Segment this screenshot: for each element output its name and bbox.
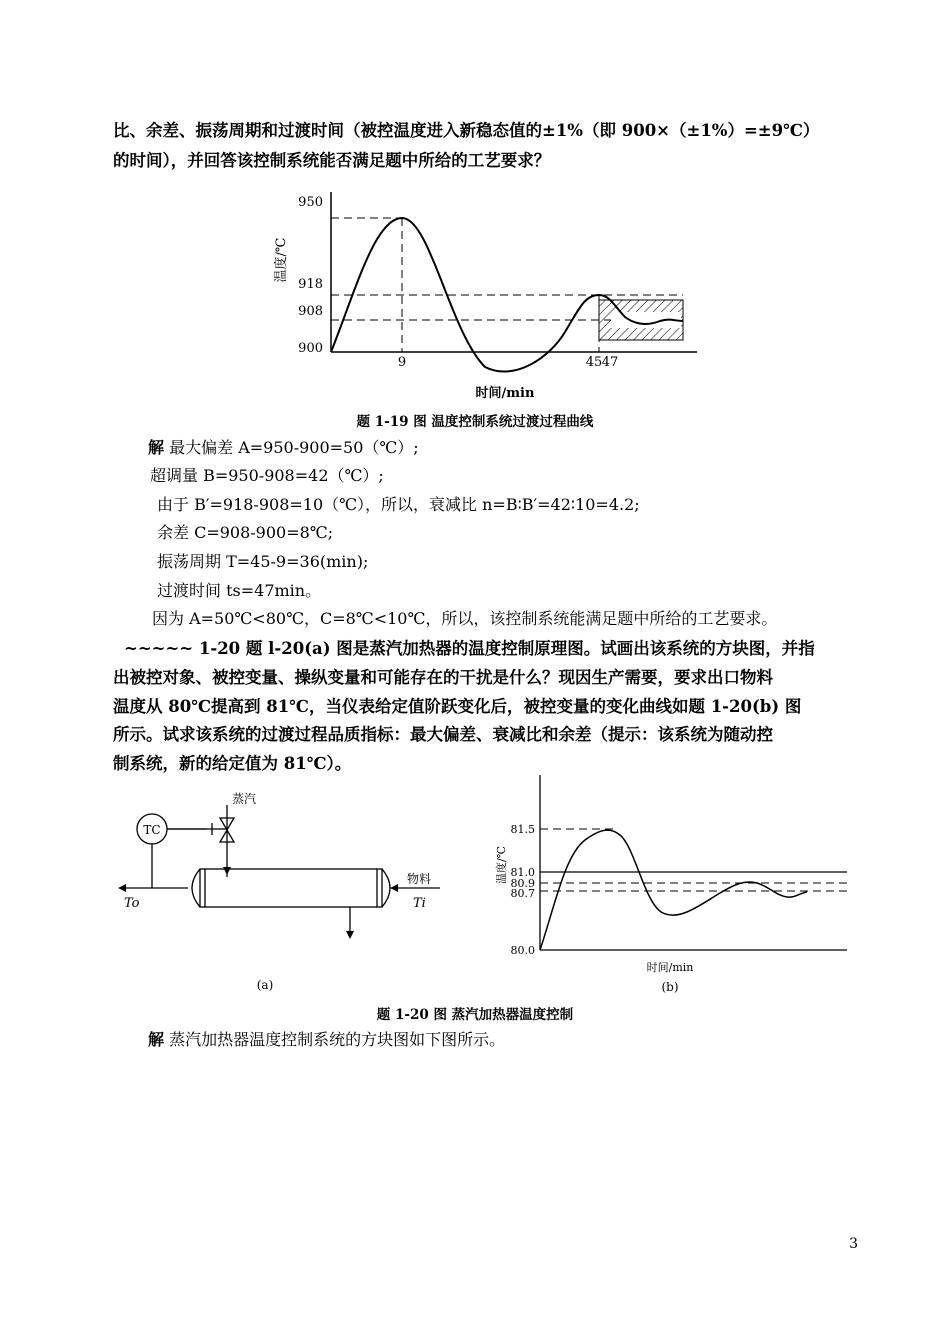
solution2-text: 蒸汽加热器温度控制系统的方块图如下图所示。 xyxy=(164,1030,506,1049)
figure-1-19 xyxy=(265,182,715,404)
xtick-9: 9 xyxy=(397,355,407,370)
xtick-47: 47 xyxy=(601,355,619,370)
ytick-900: 900 xyxy=(298,341,323,356)
question-line-4: 所示。试求该系统的过渡过程品质指标：最大偏差、衰减比和余差（提示：该系统为随动控 xyxy=(113,725,773,744)
ytick-918: 918 xyxy=(298,277,323,292)
ytick-80-9: 80.9 xyxy=(510,877,535,890)
solution-label: 解 xyxy=(148,438,165,457)
question-line-5: 制系统，新的给定值为 81℃）。 xyxy=(113,754,352,773)
solution-line-5: 振荡周期 T=45-9=36(min); xyxy=(157,552,369,571)
solution-line-3: 由于 B′=918-908=10（℃），所以，衰减比 n=B∶B′=42∶10=4.2; xyxy=(157,495,640,514)
ytick-81-5: 81.5 xyxy=(510,823,535,836)
to-label: To xyxy=(124,896,140,911)
solution-line-6: 过渡时间 ts=47min。 xyxy=(157,581,322,600)
solution-line-1 xyxy=(148,434,419,462)
caption-fig-1-20: 题 1-20 图 蒸汽加热器温度控制 xyxy=(376,1007,574,1023)
ytick-950: 950 xyxy=(298,195,323,210)
question-line-3: 温度从 80℃提高到 81℃，当仪表给定值阶跃变化后，被控变量的变化曲线如题 1-20(b) 图 xyxy=(113,697,802,716)
tc-label: TC xyxy=(143,823,161,837)
solution2-line xyxy=(148,1026,505,1054)
ti-label: Ti xyxy=(413,896,426,911)
solution-text-1: 最大偏差 A=950-900=50（℃）; xyxy=(164,438,419,457)
ytick-81-0: 81.0 xyxy=(510,866,535,879)
x-axis-label-b: 时间/min xyxy=(646,961,694,974)
x-axis-label: 时间/min xyxy=(475,386,535,401)
ytick-80-0: 80.0 xyxy=(510,944,535,957)
caption-fig-1-19: 题 1-19 图 温度控制系统过渡过程曲线 xyxy=(356,414,594,430)
y-axis-label: 温度/℃ xyxy=(274,237,289,283)
solution2-label: 解 xyxy=(148,1030,165,1049)
intro-line-1: 比、余差、振荡周期和过渡时间（被控温度进入新稳态值的±1%（即 900×（±1%）=±9℃） xyxy=(113,121,820,140)
intro-line-2: 的时间），并回答该控制系统能否满足题中所给的工艺要求？ xyxy=(113,151,551,170)
label-b: (b) xyxy=(661,980,679,994)
question-line-2: 出被控对象、被控变量、操纵变量和可能存在的干扰是什么？现因生产需要，要求出口物料 xyxy=(113,668,773,687)
material-label: 物料 xyxy=(407,872,432,886)
solution-line-7: 因为 A=50℃<80℃，C=8℃<10℃，所以，该控制系统能满足题中所给的工艺要求。 xyxy=(152,609,778,628)
question-line-1: ~~~~~ 1-20 题 l-20(a) 图是蒸汽加热器的温度控制原理图。试画出该系统的方块图，并指 xyxy=(124,639,815,658)
steam-label: 蒸汽 xyxy=(232,792,257,806)
y-axis-label-b: 温度/℃ xyxy=(495,845,508,885)
ytick-908: 908 xyxy=(298,304,323,319)
ytick-80-7: 80.7 xyxy=(510,887,535,900)
solution-line-2: 超调量 B=950-908=42（℃）; xyxy=(150,466,384,485)
response-curve-b xyxy=(540,830,807,950)
xtick-45: 45 xyxy=(585,355,603,370)
label-a: (a) xyxy=(256,978,274,992)
solution-line-4: 余差 C=908-900=8℃; xyxy=(157,523,334,542)
figure-1-20a xyxy=(110,785,450,1000)
page-number: 3 xyxy=(849,1236,858,1252)
figure-1-20b xyxy=(495,765,855,1000)
